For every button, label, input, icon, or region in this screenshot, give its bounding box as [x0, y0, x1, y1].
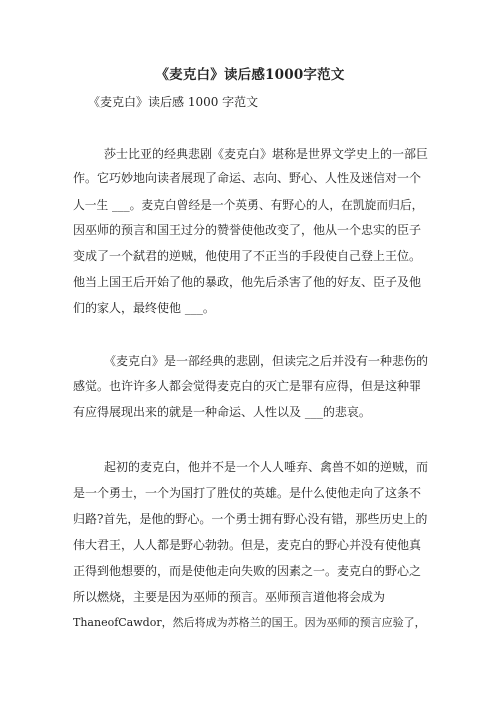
- document-title: 《麦克白》读后感1000字范文: [155, 67, 345, 83]
- text-line: 变成了一个弑君的逆贼，他使用了不正当的手段使自己登上王位。: [73, 249, 422, 263]
- text-line: 莎士比亚的经典悲剧《麦克白》堪称是世界文学史上的一部巨: [104, 147, 429, 161]
- text-line: 起初的麦克白，他并不是一个人人唾弃、禽兽不如的逆贼，而: [104, 460, 429, 474]
- text-line: 归路?首先，是他的野心。一个勇士拥有野心没有错，那些历史上的: [73, 512, 428, 526]
- text-line: 人一生 ___。麦克白曾经是一个英勇、有野心的人，在凯旋而归后，: [73, 198, 424, 212]
- text-line: 们的家人，最终使他 ___。: [73, 301, 215, 315]
- text-line: 《麦克白》是一部经典的悲剧，但读完之后并没有一种悲伤的: [104, 354, 429, 368]
- text-line: 有应得展现出来的就是一种命运、人性以及 ___的悲哀。: [73, 405, 371, 419]
- document-subtitle: 《麦克白》读后感 1000 字范文: [88, 95, 259, 109]
- text-line: 他当上国王后开始了他的暴政，他先后杀害了他的好友、臣子及他: [73, 275, 422, 289]
- text-line: ThaneofCawdor，然后将成为苏格兰的国王。因为巫师的预言应验了，: [73, 616, 426, 629]
- text-line: 是一个勇士，一个为国打了胜仗的英雄。是什么使他走向了这条不: [73, 486, 422, 500]
- text-line: 作。它巧妙地向读者展现了命运、志向、野心、人性及迷信对一个: [73, 171, 422, 185]
- text-line: 因巫师的预言和国王过分的赞誉使他改变了，他从一个忠实的臣子: [73, 223, 422, 237]
- text-line: 感觉。也许许多人都会觉得麦克白的灭亡是罪有应得，但是这种罪: [73, 379, 422, 393]
- text-line: 正得到他想要的，而是使他走向失败的因素之一。麦克白的野心之: [73, 564, 422, 578]
- text-line: 伟大君王，人人都是野心勃勃。但是，麦克白的野心并没有使他真: [73, 538, 422, 552]
- text-line: 所以燃烧，主要是因为巫师的预言。巫师预言道他将会成为: [73, 590, 386, 604]
